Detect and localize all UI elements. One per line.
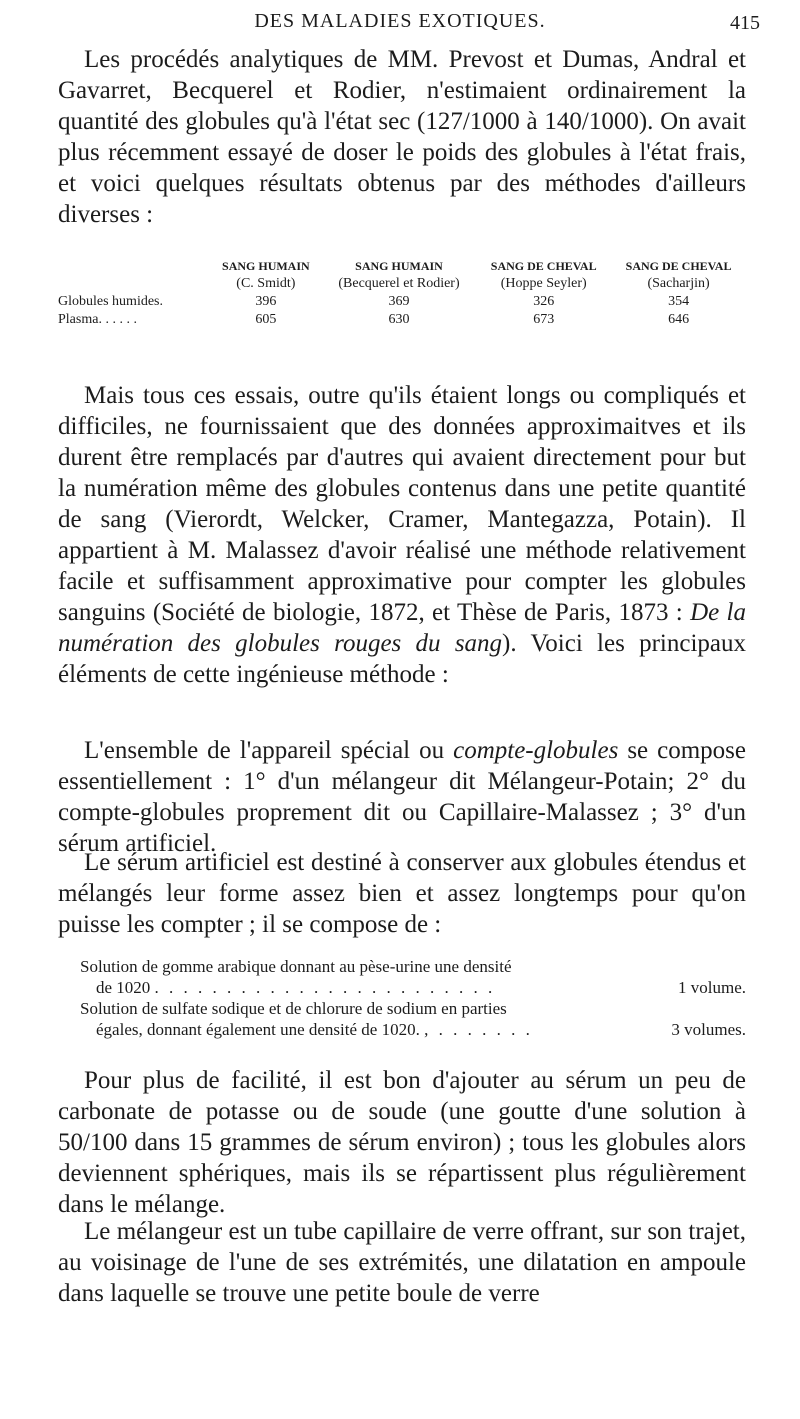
table-cell: 630 <box>388 312 410 327</box>
text-after: ). Voici les principaux éléments de cette ingénieuse méthode : <box>58 630 746 688</box>
recipe-line: Solution de gomme arabique donnant au pèse-urine une densité <box>80 957 512 976</box>
column-header: SANG DE CHEVAL <box>490 259 597 273</box>
globules-table <box>58 257 746 329</box>
table-cell: 605 <box>255 312 277 327</box>
recipe-quantity: 3 volumes. <box>671 1020 746 1039</box>
column-source: (Hoppe Seyler) <box>500 276 587 291</box>
paragraph-carbonate <box>58 1065 746 1220</box>
column-source: (Becquerel et Rodier) <box>338 276 460 291</box>
paragraph-melangeur <box>58 1216 746 1309</box>
page-number: 415 <box>730 12 760 34</box>
row-label: Plasma. . . . . . <box>58 312 137 327</box>
serum-recipe <box>80 956 746 1040</box>
paragraph-numeration <box>58 380 746 690</box>
recipe-line: Solution de sulfate sodique et de chlorure de sodium en parties <box>80 999 507 1018</box>
recipe-text: égales, donnant également une densité de 1020. <box>96 1020 420 1039</box>
recipe-line <box>80 977 746 998</box>
table-header-row <box>58 257 746 275</box>
text-before: L'ensemble de l'appareil spécial ou <box>84 737 454 764</box>
table-row <box>58 311 746 329</box>
table-cell: 326 <box>533 294 555 309</box>
paragraph-apparatus <box>58 735 746 859</box>
paragraph-text <box>58 735 746 859</box>
column-header: SANG DE CHEVAL <box>625 259 732 273</box>
recipe-item <box>80 956 746 998</box>
text-after: se compose essentiellement : 1° d'un mélangeur dit Mélangeur-Potain; 2° du compte-globules proprement dit ou Capillaire-Malassez ; 3° d'un sérum artificiel. <box>58 737 746 857</box>
paragraph-serum <box>58 847 746 940</box>
text-before: Mais tous ces essais, outre qu'ils étaient longs ou compliqués et difficiles, ne fournissaient que des données approximaitves et ils durent être remplacés par d'autres qui avaient directement pour but la numération même des globules contenus dans une petite quantité de sang (Vierordt, Welcker, Cramer, Mantegazza, Potain). Il appartient à M. Malassez d'avoir réalisé une méthode relativement facile et suffisamment approximative pour compter les globules sanguins (Société de biologie, 1872, et Thèse de Paris, 1873 : <box>58 382 746 626</box>
recipe-line <box>80 1019 746 1040</box>
column-source: (Sacharjin) <box>647 276 710 291</box>
column-header: SANG HUMAIN <box>222 259 310 273</box>
dot-leader: , . . . . . . . <box>424 1020 533 1039</box>
paragraph-text: Pour plus de facilité, il est bon d'ajouter au sérum un peu de carbonate de potasse ou de soude (une goutte d'une solution à 50/100 dans 15 grammes de sérum environ) ; tous les globules alors deviennent sphériques, mais ils se répartissent plus régulièrement dans le mélange. <box>58 1067 746 1218</box>
recipe-item <box>80 998 746 1040</box>
term-compte-globules: compte-globules <box>453 737 619 764</box>
table-cell: 396 <box>255 294 277 309</box>
paragraph-text <box>58 380 746 690</box>
table-cell: 646 <box>668 312 690 327</box>
recipe-quantity: 1 volume. <box>678 978 746 997</box>
paragraph-text: Les procédés analytiques de MM. Prevost et Dumas, Andral et Gavarret, Becquerel et Rodier, n'estimaient ordinairement la quantité des globules qu'à l'état sec (127/1000 à 140/1000). On avait plus récemment essayé de doser le poids des globules à l'état frais, et voici quelques résultats obtenus par des méthodes d'ailleurs diverses : <box>58 46 746 228</box>
table-cell: 369 <box>388 294 410 309</box>
row-label: Globules humides. <box>58 294 163 309</box>
dot-leader: . . . . . . . . . . . . . . . . . . . . . . . . <box>154 978 496 997</box>
paragraph-text: Le sérum artificiel est destiné à conserver aux globules étendus et mélangés leur forme assez bien et assez longtemps pour qu'on puisse les compter ; il se compose de : <box>58 849 746 938</box>
table-cell: 673 <box>533 312 555 327</box>
table-source-row <box>58 275 746 293</box>
thesis-title: De la numération des globules rouges du sang <box>58 599 746 657</box>
recipe-text: de 1020 <box>96 978 151 997</box>
table-row <box>58 293 746 311</box>
column-header: SANG HUMAIN <box>355 259 443 273</box>
column-source: (C. Smidt) <box>236 276 296 291</box>
paragraph-text: Le mélangeur est un tube capillaire de verre offrant, sur son trajet, au voisinage de l'une de ses extrémités, une dilatation en ampoule dans laquelle se trouve une petite boule de verre <box>58 1218 746 1307</box>
data-table <box>58 257 746 329</box>
paragraph-analytical-methods <box>58 44 746 230</box>
running-head: DES MALADIES EXOTIQUES. <box>254 10 546 32</box>
table-cell: 354 <box>668 294 690 309</box>
